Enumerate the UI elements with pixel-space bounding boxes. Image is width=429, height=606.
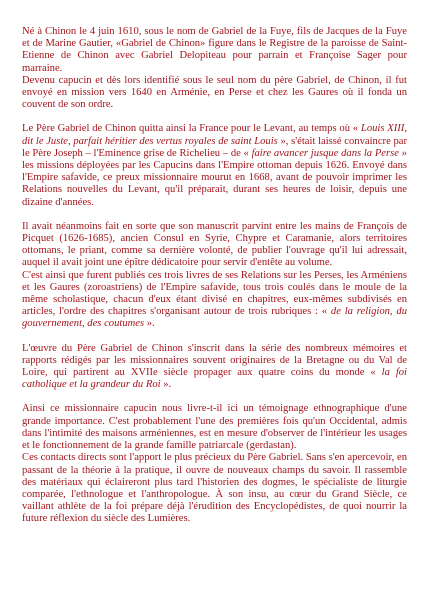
- italic-quote: faire avancer jusque dans la Perse: [251, 147, 399, 159]
- paragraph-body: [22, 123, 407, 208]
- text-run: Le Père Gabriel de Chinon quitta ainsi la France pour le Levant, au temps où «: [22, 123, 361, 135]
- italic-quote: de la religion, du gouvernement, des coutumes: [22, 306, 407, 330]
- text-run: Il avait néanmoins fait en sorte que son manuscrit parvint entre les mains de François de Picquet (1626-1685), ancien Consul en Syrie, Chypre et Caramanie, alors territoires ottomans, le priant, comme sa dernière volonté, de publier l'ouvrage qu'il lui adressait, auquel il avait joint une épître dédicatoire pour servir d'entête au volume.: [22, 220, 407, 269]
- text-run: L'œuvre du Père Gabriel de Chinon s'inscrit dans la série des nombreux mémoires et rapports rédigés par les missionnaires souvent originaires de la Bretagne ou du Val de Loire, qui partirent au XVIIe siècle propager aux quatre coins du monde «: [22, 342, 407, 379]
- paragraph-body: [22, 343, 407, 392]
- text-run: C'est ainsi que furent publiés ces trois livres de ses Relations sur les Perses, les Arméniens et les Gaures (zoroastriens) de l'Empire safavide, tous trois coulés dans le moule de la même scholastique, chacun d'eux étant divisé en chapitres, eux-mêmes subdivisés en articles, l'ordre des chapitres s'organisant autour de trois rubriques : «: [22, 269, 407, 318]
- text-run: » les missions déployées par les Capucins dans l'Empire ottoman depuis 1626. Envoyé dans l'Empire safavide, ce preux missionnaire mourut en 1668, avant de pouvoir imprimer les Relations nouvelles du Levant, qu'il préparait, durant ses heures de loisir, depuis une dizaine d'années.: [22, 147, 407, 208]
- paragraph-line: Ces contacts directs sont l'apport le plus précieux du Père Gabriel. Sans s'en apercevoir, en passant de la théorie à la pratique, il ouvre de nouveaux champs du savoir. Il rassemble des matériaux qui éclaireront plus tard l'historien des dogmes, le spécialiste de liturgie comparée, l'ethnologue et l'anthropologue. À son insu, au cœur du Grand Siècle, ce vaillant athlète de la foi prépare déjà l'érudition des Encyclopédistes, de quoi nourrir la future réflexion du siècle des Lumières.: [22, 452, 407, 525]
- paragraph-testimony: [22, 403, 407, 525]
- text-run: ».: [144, 318, 155, 330]
- paragraph-line: Ainsi ce missionnaire capucin nous livre-t-il ici un témoignage ethnographique d'une grande importance. C'est probablement l'une des premières fois qu'un Occidental, admis dans l'intimité des maisons arméniennes, est en mesure d'observer de l'intérieur les usages et le fonctionnement de la grande famille patriarcale (gerdastan).: [22, 403, 407, 452]
- paragraph-birth: [22, 26, 407, 111]
- italic-quote: Louis XIII, dit le Juste, parfait héritier des vertus royales de saint Louis: [22, 123, 407, 147]
- paragraph-manuscript: [22, 221, 407, 331]
- paragraph-line: Né à Chinon le 4 juin 1610, sous le nom de Gabriel de la Fuye, fils de Jacques de la Fuye et de Marine Gautier, «Gabriel de Chinon» figure dans le Registre de la paroisse de Saint-Etienne de Chinon avec Gabriel Delopiteau pour parrain et Françoise Sager pour marraine.: [22, 26, 407, 74]
- paragraph-levant: [22, 123, 407, 208]
- paragraph-line: [22, 270, 407, 331]
- paragraph-oeuvre: [22, 343, 407, 392]
- italic-quote: la foi catholique et la grandeur du Roi: [22, 367, 408, 391]
- text-run: ».: [160, 379, 172, 391]
- paragraph-line: Devenu capucin et dès lors identifié sous le seul nom du père Gabriel, de Chinon, il fut envoyé en mission vers 1640 en Arménie, en Perse et chez les Gaures où il fonda un couvent de son ordre.: [22, 74, 407, 111]
- paragraph-line: [22, 221, 407, 270]
- text-run: », s'était laissé convaincre par le Père Joseph – l'Eminence grise de Richelieu – de «: [22, 135, 407, 159]
